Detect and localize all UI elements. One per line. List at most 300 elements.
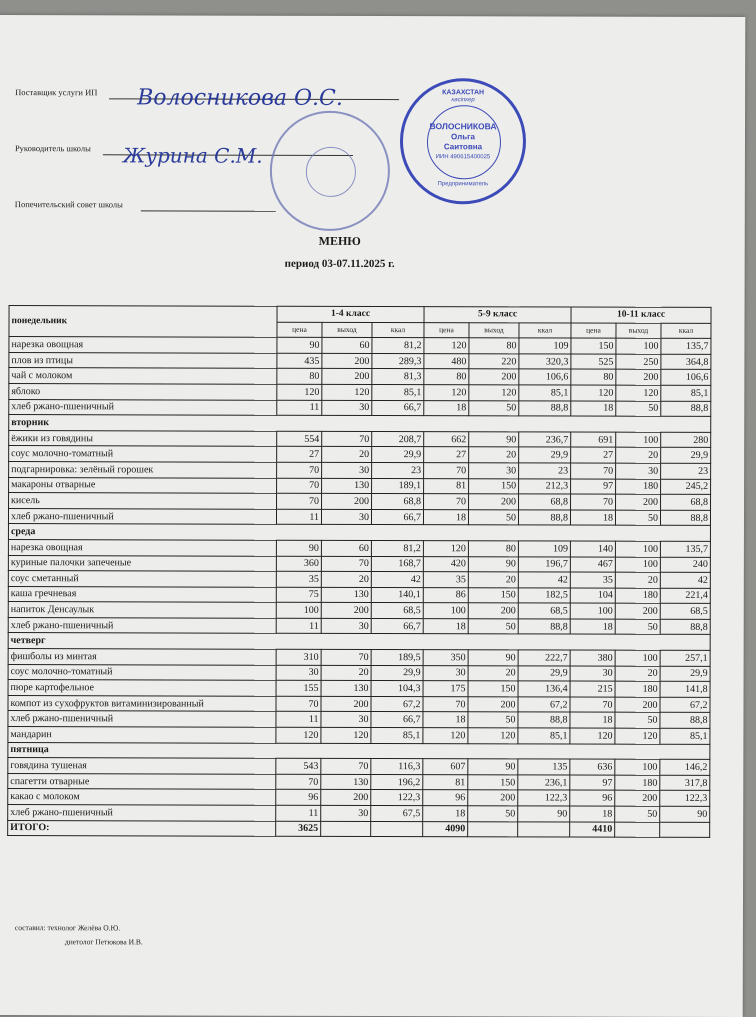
cell-value: 70 <box>276 774 321 790</box>
cell-value: 543 <box>276 758 321 774</box>
cell-value: 104 <box>570 588 615 604</box>
cell-value: 88,8 <box>660 619 710 635</box>
total-value: 4090 <box>423 821 468 837</box>
cell-value: 140,1 <box>371 587 423 603</box>
cell-value: 30 <box>321 618 371 634</box>
table-row <box>8 539 710 556</box>
cell-value: 11 <box>276 805 321 821</box>
cell-value: 27 <box>277 447 322 463</box>
cell-value: 106,6 <box>519 369 571 385</box>
dish-name: спагетти отварные <box>8 773 276 789</box>
table-row <box>8 805 710 822</box>
cell-value: 68,5 <box>518 603 570 619</box>
compiler-line: составил: технолог Желёва О.Ю. <box>14 923 121 933</box>
table-row <box>9 337 711 354</box>
period-label: период 03-07.11.2025 г. <box>284 257 395 271</box>
cell-value: 97 <box>571 479 616 495</box>
cell-value: 30 <box>276 665 321 681</box>
cell-value: 50 <box>469 400 519 416</box>
cell-value: 81 <box>424 478 469 494</box>
cell-value: 525 <box>571 354 616 370</box>
col-kcal: ккал <box>519 322 571 338</box>
cell-value: 70 <box>277 478 322 494</box>
cell-value: 200 <box>468 603 518 619</box>
supplier-signature: Волосникова О.С. <box>137 85 343 111</box>
cell-value: 30 <box>321 805 371 821</box>
cell-value: 90 <box>469 432 519 448</box>
table-row <box>9 399 711 416</box>
cell-value: 136,4 <box>518 681 570 697</box>
cell-value: 120 <box>615 728 660 744</box>
cell-value: 257,1 <box>660 650 710 666</box>
cell-value: 81,2 <box>371 540 423 556</box>
col-kcal: ккал <box>372 322 424 338</box>
table-row <box>8 602 710 619</box>
cell-value: 182,5 <box>518 588 570 604</box>
cell-value: 200 <box>469 369 519 385</box>
cell-value: 208,7 <box>372 431 424 447</box>
table-row <box>9 446 711 463</box>
cell-value: 480 <box>424 353 469 369</box>
cell-value: 96 <box>276 790 321 806</box>
cell-value: 467 <box>570 557 615 573</box>
cell-value: 70 <box>571 494 616 510</box>
day-name: вторник <box>9 415 711 432</box>
table-row <box>8 571 710 588</box>
cell-value: 30 <box>322 400 372 416</box>
cell-value: 200 <box>321 603 371 619</box>
cell-value: 88,8 <box>661 510 711 526</box>
cell-value: 175 <box>423 681 468 697</box>
cell-value: 60 <box>322 338 372 354</box>
cell-value: 90 <box>468 650 518 666</box>
cell-value: 85,1 <box>371 728 423 744</box>
cell-value: 220 <box>469 354 519 370</box>
cell-value: 20 <box>322 447 372 463</box>
total-row <box>8 820 710 837</box>
dish-name: плов из птицы <box>9 352 277 368</box>
cell-value: 68,5 <box>660 604 710 620</box>
table-row <box>9 477 711 494</box>
cell-value: 90 <box>468 556 518 572</box>
dish-name: хлеб ржано-пшеничный <box>8 617 276 633</box>
cell-value: 200 <box>322 369 372 385</box>
day-row <box>8 633 710 650</box>
cell-value: 96 <box>570 790 615 806</box>
dish-name: соус молочно-томатный <box>8 664 276 680</box>
dish-name: чай с молоком <box>9 368 277 384</box>
table-row <box>8 680 710 697</box>
day-name: четверг <box>8 633 710 650</box>
cell-value: 212,3 <box>519 478 571 494</box>
cell-value: 50 <box>468 712 518 728</box>
cell-value: 100 <box>615 650 660 666</box>
cell-value: 35 <box>570 572 615 588</box>
cell-value: 27 <box>571 447 616 463</box>
cell-value: 120 <box>423 541 468 557</box>
col-portion: выход <box>616 323 661 339</box>
day-row <box>9 415 711 432</box>
cell-value: 189,5 <box>371 650 423 666</box>
cell-value: 85,1 <box>519 385 571 401</box>
cell-value: 80 <box>424 369 469 385</box>
dish-name: компот из сухофруктов витаминизированный <box>8 695 276 711</box>
cell-value: 18 <box>570 806 615 822</box>
cell-value: 320,3 <box>519 354 571 370</box>
cell-value: 27 <box>424 447 469 463</box>
cell-value: 70 <box>424 463 469 479</box>
day-row <box>8 742 710 759</box>
day-name: среда <box>8 524 710 541</box>
cell-value: 100 <box>616 338 661 354</box>
cell-value: 180 <box>615 681 660 697</box>
cell-value: 317,8 <box>660 775 710 791</box>
cell-value: 120 <box>424 338 469 354</box>
cell-value: 30 <box>321 509 371 525</box>
cell-value: 18 <box>423 509 468 525</box>
cell-value: 70 <box>277 462 322 478</box>
cell-value: 80 <box>469 338 519 354</box>
cell-value: 222,7 <box>518 650 570 666</box>
cell-value: 200 <box>322 494 372 510</box>
cell-value: 130 <box>321 681 371 697</box>
cell-value: 380 <box>570 650 615 666</box>
table-row <box>8 789 710 806</box>
table-row <box>8 727 710 744</box>
day-header: понедельник <box>9 306 277 338</box>
dish-name: хлеб ржано-пшеничный <box>8 711 276 727</box>
cell-value: 68,5 <box>371 603 423 619</box>
cell-value: 30 <box>322 462 372 478</box>
cell-value: 18 <box>423 619 468 635</box>
cell-value: 200 <box>615 791 660 807</box>
cell-value: 122,3 <box>660 791 710 807</box>
table-row <box>9 493 711 510</box>
cell-value: 50 <box>615 806 660 822</box>
cell-value: 20 <box>616 447 661 463</box>
cell-value: 68,8 <box>661 494 711 510</box>
cell-value: 196,2 <box>371 774 423 790</box>
cell-value: 18 <box>570 619 615 635</box>
cell-value: 50 <box>616 401 661 417</box>
cell-value: 70 <box>276 696 321 712</box>
cell-value: 67,2 <box>660 697 710 713</box>
cell-value: 120 <box>321 727 371 743</box>
cell-value: 607 <box>423 759 468 775</box>
cell-value: 35 <box>276 571 321 587</box>
table-row <box>8 711 710 728</box>
cell-value: 18 <box>423 806 468 822</box>
director-signature: Журина С.М. <box>122 143 263 168</box>
cell-value: 120 <box>423 728 468 744</box>
cell-value: 109 <box>519 338 571 354</box>
table-row <box>8 508 710 525</box>
dish-name: какао с молоком <box>8 789 276 805</box>
cell-value: 100 <box>570 603 615 619</box>
cell-value: 100 <box>615 759 660 775</box>
cell-value: 236,7 <box>519 432 571 448</box>
cell-value: 50 <box>615 619 660 635</box>
cell-value: 11 <box>277 400 322 416</box>
col-price: цена <box>424 322 469 338</box>
cell-value: 68,8 <box>519 494 571 510</box>
table-row <box>8 695 710 712</box>
dish-name: напиток Денсаулык <box>8 602 276 618</box>
cell-value: 29,9 <box>371 665 423 681</box>
dish-name: фишболы из минтая <box>8 649 276 665</box>
cell-value: 11 <box>276 618 321 634</box>
cell-value: 90 <box>277 337 322 353</box>
dish-name: ёжики из говядины <box>9 430 277 446</box>
cell-value: 66,7 <box>371 618 423 634</box>
cell-value: 20 <box>469 447 519 463</box>
entrepreneur-stamp: КАЗАХСТАН кәсіпкер ВОЛОСНИКОВА Ольга Саитовна ИИН 490615400025 Предприниматель <box>400 78 526 204</box>
cell-value: 97 <box>570 775 615 791</box>
cell-value: 130 <box>322 478 372 494</box>
table-row <box>8 555 710 572</box>
cell-value: 180 <box>615 588 660 604</box>
cell-value: 23 <box>372 462 424 478</box>
cell-value: 120 <box>424 385 469 401</box>
cell-value: 67,2 <box>371 696 423 712</box>
cell-value: 11 <box>276 712 321 728</box>
dish-name: нарезка овощная <box>9 337 277 353</box>
cell-value: 120 <box>277 384 322 400</box>
table-row <box>8 586 710 603</box>
cell-value: 100 <box>616 432 661 448</box>
dish-name: макароны отварные <box>9 477 277 493</box>
cell-value: 80 <box>571 369 616 385</box>
cell-value: 67,5 <box>371 806 423 822</box>
total-label: ИТОГО: <box>8 820 276 836</box>
cell-value: 189,1 <box>372 478 424 494</box>
total-value: 4410 <box>570 822 615 838</box>
cell-value: 20 <box>615 666 660 682</box>
cell-value: 35 <box>423 572 468 588</box>
cell-value: 70 <box>321 556 371 572</box>
cell-value: 215 <box>570 681 615 697</box>
cell-value: 50 <box>616 510 661 526</box>
cell-value: 120 <box>322 384 372 400</box>
table-row <box>8 617 710 634</box>
table-row <box>8 773 710 790</box>
cell-value: 42 <box>660 572 710 588</box>
cell-value: 280 <box>661 432 711 448</box>
cell-value: 88,8 <box>519 400 571 416</box>
page-title: МЕНЮ <box>318 233 361 248</box>
cell-value: 29,9 <box>661 448 711 464</box>
cell-value: 200 <box>468 697 518 713</box>
cell-value: 30 <box>570 666 615 682</box>
cell-value: 30 <box>423 665 468 681</box>
cell-value: 75 <box>276 587 321 603</box>
dietitian-line: диетолог Петюкова И.В. <box>64 937 143 947</box>
day-name: пятница <box>8 742 710 759</box>
cell-value: 196,7 <box>518 556 570 572</box>
table-row <box>8 664 710 681</box>
dish-name: соус молочно-томатный <box>9 446 277 462</box>
cell-value: 50 <box>468 509 518 525</box>
cell-value: 11 <box>276 509 321 525</box>
cell-value: 18 <box>571 401 616 417</box>
col-price: цена <box>571 323 616 339</box>
dish-name: нарезка овощная <box>8 539 276 555</box>
dish-name: хлеб ржано-пшеничный <box>8 508 276 524</box>
cell-value: 80 <box>468 541 518 557</box>
cell-value: 200 <box>615 603 660 619</box>
cell-value: 20 <box>468 665 518 681</box>
cell-value: 60 <box>321 540 371 556</box>
table-row <box>9 430 711 447</box>
cell-value: 90 <box>660 806 710 822</box>
cell-value: 88,8 <box>661 401 711 417</box>
day-row <box>8 524 710 541</box>
cell-value: 81,2 <box>372 338 424 354</box>
cell-value: 81,3 <box>372 369 424 385</box>
cell-value: 180 <box>616 479 661 495</box>
cell-value: 100 <box>423 603 468 619</box>
cell-value: 250 <box>616 354 661 370</box>
cell-value: 140 <box>570 541 615 557</box>
council-label: Попечительский совет школы <box>14 199 123 210</box>
dish-name: куриные палочки запеченые <box>8 555 276 571</box>
cell-value: 135,7 <box>661 338 711 354</box>
col-portion: выход <box>322 322 372 338</box>
cell-value: 135,7 <box>660 541 710 557</box>
cell-value: 120 <box>276 727 321 743</box>
cell-value: 67,2 <box>518 697 570 713</box>
cell-value: 70 <box>277 493 322 509</box>
cell-value: 130 <box>321 774 371 790</box>
director-label: Руководитель школы <box>14 143 91 154</box>
cell-value: 42 <box>371 572 423 588</box>
table-row <box>9 368 711 385</box>
table-row <box>9 461 711 478</box>
cell-value: 23 <box>519 463 571 479</box>
cell-value: 85,1 <box>661 385 711 401</box>
cell-value: 289,3 <box>372 353 424 369</box>
cell-value: 70 <box>423 696 468 712</box>
cell-value: 200 <box>615 697 660 713</box>
cell-value: 70 <box>571 463 616 479</box>
cell-value: 636 <box>570 759 615 775</box>
cell-value: 360 <box>276 556 321 572</box>
cell-value: 50 <box>468 619 518 635</box>
cell-value: 168,7 <box>371 556 423 572</box>
cell-value: 150 <box>468 587 518 603</box>
cell-value: 18 <box>424 400 469 416</box>
cell-value: 18 <box>423 712 468 728</box>
cell-value: 100 <box>615 541 660 557</box>
group-header: 1-4 класс <box>277 306 424 322</box>
cell-value: 30 <box>321 712 371 728</box>
cell-value: 240 <box>660 557 710 573</box>
cell-value: 150 <box>468 775 518 791</box>
cell-value: 146,2 <box>660 759 710 775</box>
dish-name: хлеб ржано-пшеничный <box>9 399 277 415</box>
dish-name: пюре картофельное <box>8 680 276 696</box>
cell-value: 554 <box>277 431 322 447</box>
cell-value: 29,9 <box>660 666 710 682</box>
supplier-label: Поставщик услуги ИП <box>15 87 98 98</box>
cell-value: 116,3 <box>371 759 423 775</box>
group-header: 10-11 класс <box>571 307 711 323</box>
cell-value: 100 <box>276 603 321 619</box>
table-row <box>8 649 710 666</box>
cell-value: 141,8 <box>660 682 710 698</box>
cell-value: 66,7 <box>371 712 423 728</box>
cell-value: 18 <box>571 510 616 526</box>
cell-value: 150 <box>468 681 518 697</box>
cell-value: 70 <box>322 431 372 447</box>
cell-value: 81 <box>423 774 468 790</box>
col-portion: выход <box>469 322 519 338</box>
cell-value: 150 <box>469 478 519 494</box>
cell-value: 90 <box>276 540 321 556</box>
cell-value: 42 <box>518 572 570 588</box>
menu-sheet <box>0 15 745 1017</box>
cell-value: 88,8 <box>518 712 570 728</box>
cell-value: 350 <box>423 650 468 666</box>
cell-value: 122,3 <box>371 790 423 806</box>
cell-value: 200 <box>616 370 661 386</box>
cell-value: 122,3 <box>518 790 570 806</box>
cell-value: 70 <box>424 494 469 510</box>
cell-value: 18 <box>570 712 615 728</box>
cell-value: 120 <box>469 385 519 401</box>
cell-value: 120 <box>571 385 616 401</box>
cell-value: 236,1 <box>518 775 570 791</box>
dish-name: кисель <box>9 493 277 509</box>
cell-value: 88,8 <box>518 619 570 635</box>
col-price: цена <box>277 322 322 338</box>
table-row <box>9 384 711 401</box>
menu-body <box>8 337 711 822</box>
cell-value: 96 <box>423 790 468 806</box>
dish-name: каша гречневая <box>8 586 276 602</box>
cell-value: 68,8 <box>372 494 424 510</box>
table-row <box>8 758 710 775</box>
cell-value: 662 <box>424 431 469 447</box>
cell-value: 120 <box>570 728 615 744</box>
cell-value: 420 <box>423 556 468 572</box>
cell-value: 85,1 <box>372 384 424 400</box>
cell-value: 180 <box>615 775 660 791</box>
cell-value: 30 <box>469 463 519 479</box>
cell-value: 88,8 <box>660 713 710 729</box>
cell-value: 20 <box>615 572 660 588</box>
cell-value: 200 <box>616 494 661 510</box>
cell-value: 109 <box>518 541 570 557</box>
cell-value: 70 <box>321 649 371 665</box>
cell-value: 200 <box>322 353 372 369</box>
table-row <box>9 352 711 369</box>
cell-value: 29,9 <box>519 447 571 463</box>
cell-value: 30 <box>616 463 661 479</box>
cell-value: 245,2 <box>661 479 711 495</box>
dish-name: подгарнировка: зелёный горошек <box>9 461 277 477</box>
cell-value: 155 <box>276 681 321 697</box>
dish-name: соус сметанный <box>8 571 276 587</box>
cell-value: 88,8 <box>518 510 570 526</box>
cell-value: 106,6 <box>661 370 711 386</box>
cell-value: 90 <box>468 759 518 775</box>
cell-value: 23 <box>661 463 711 479</box>
cell-value: 20 <box>321 571 371 587</box>
cell-value: 80 <box>277 369 322 385</box>
cell-value: 200 <box>468 790 518 806</box>
cell-value: 100 <box>615 557 660 573</box>
